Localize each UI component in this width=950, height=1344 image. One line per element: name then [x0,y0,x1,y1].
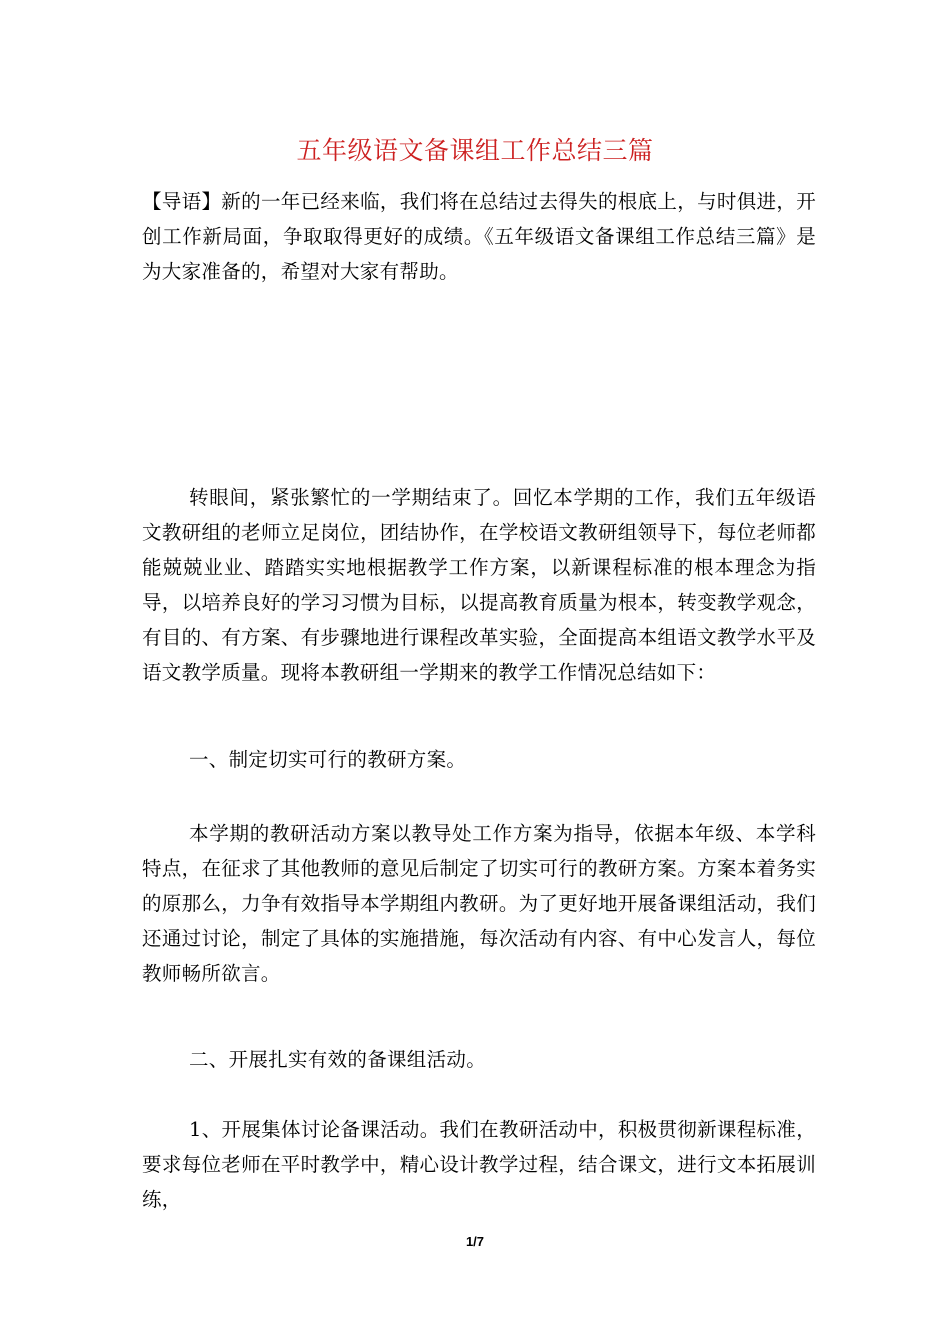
document-title: 五年级语文备课组工作总结三篇 [296,136,654,165]
section-heading-2: 二、开展扎实有效的备课组活动。 [189,1048,487,1071]
body-paragraph-3: 1、开展集体讨论备课活动。我们在教研活动中，积极贯彻新课程标准，要求每位老师在平时教学中，精心设计教学过程，结合课文，进行文本拓展训练， [142,1118,816,1211]
section-heading-1: 一、制定切实可行的教研方案。 [189,748,467,771]
intro-paragraph: 【导语】新的一年已经来临，我们将在总结过去得失的根底上，与时俱进，开创工作新局面，争取取得更好的成绩。《五年级语文备课组工作总结三篇》是为大家准备的，希望对大家有帮助。 [142,190,816,283]
body-paragraph-1: 转眼间，紧张繁忙的一学期结束了。回忆本学期的工作，我们五年级语文教研组的老师立足岗位，团结协作，在学校语文教研组领导下，每位老师都能兢兢业业、踏踏实实地根据教学工作方案，以新课程标准的根本理念为指导，以培养良好的学习习惯为目标，以提高教育质量为根本，转变教学观念，有目的、有方案、有步骤地进行课程改革实验，全面提高本组语文教学水平及语文教学质量。现将本教研组一学期来的教学工作情况总结如下： [142,486,816,684]
body-paragraph-2: 本学期的教研活动方案以教导处工作方案为指导，依据本年级、本学科特点，在征求了其他教师的意见后制定了切实可行的教研方案。方案本着务实的原那么，力争有效指导本学期组内教研。为了更好地开展备课组活动，我们还通过讨论，制定了具体的实施措施，每次活动有内容、有中心发言人，每位教师畅所欲言。 [142,822,816,985]
page-number: 1/7 [465,1234,485,1249]
